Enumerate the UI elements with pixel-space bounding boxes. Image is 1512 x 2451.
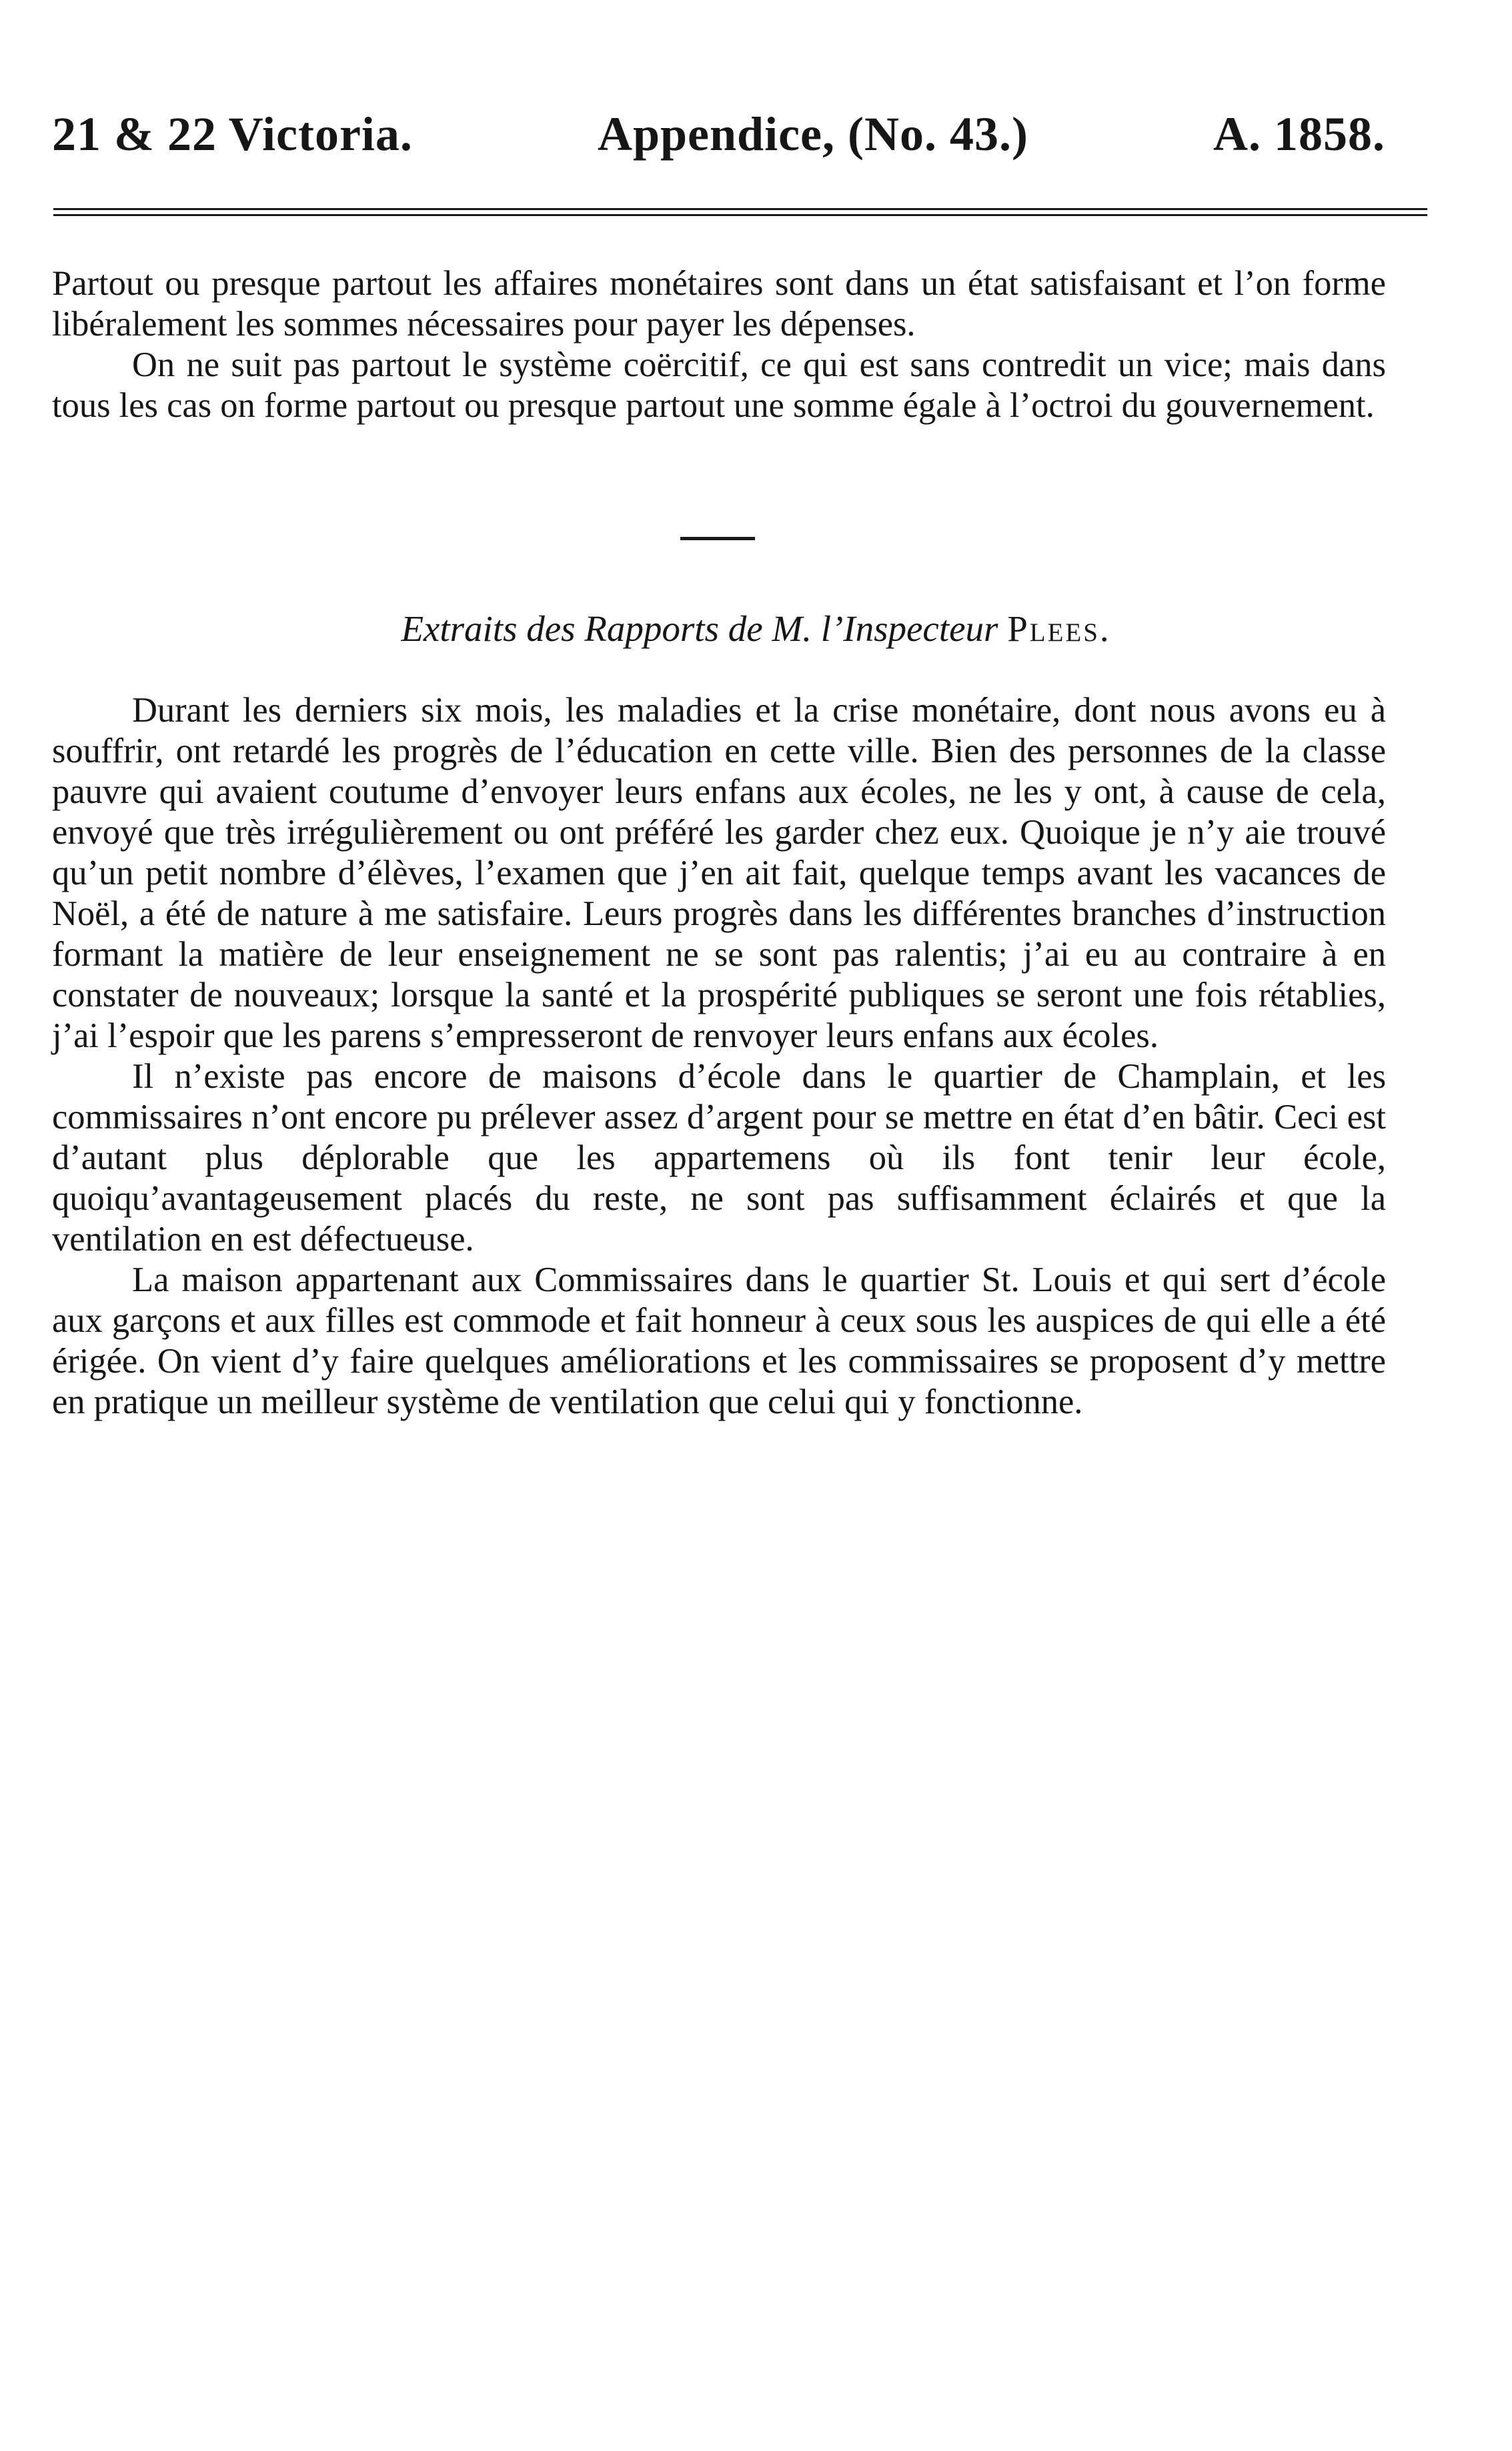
- running-header: [52, 107, 1385, 180]
- report-text-block: [52, 690, 1386, 1423]
- header-double-rule: [53, 208, 1427, 216]
- report-paragraph-3: La maison appartenant aux Commissaires dans le quartier St. Louis et qui sert d’école aux garçons et aux filles est commode et fait honneur à ceux sous les auspices de qui elle a été érigée. On vient d’y faire quelques améliorations et les commissaires se proposent d’y mettre en pratique un meilleur système de ventilation que celui qui y fonctionne.: [52, 1261, 1386, 1421]
- section-heading: [0, 606, 1512, 652]
- intro-paragraph-1: Partout ou presque partout les affaires monétaires sont dans un état satisfaisant et l’on forme libéralement les sommes nécessaires pour payer les dépenses.: [52, 264, 1386, 343]
- header-year: A. 1858.: [1213, 107, 1385, 161]
- section-heading-inspector-name: Plees.: [1007, 608, 1111, 649]
- header-appendix-number: Appendice, (No. 43.): [597, 107, 1028, 161]
- section-separator-rule: [680, 537, 755, 540]
- header-session: 21 & 22 Victoria.: [52, 107, 413, 161]
- report-paragraph-1: Durant les derniers six mois, les maladies et la crise monétaire, dont nous avons eu à souffrir, ont retardé les progrès de l’éducation en cette ville. Bien des personnes de la classe pauvre qui avaient coutume d’envoyer leurs enfans aux écoles, ne les y ont, à cause de cela, envoyé que très irrégulièrement ou ont préféré les garder chez eux. Quoique je n’y aie trouvé qu’un petit nombre d’élèves, l’examen que j’en ait fait, quelque temps avant les vacances de Noël, a été de nature à me satisfaire. Leurs progrès dans les différentes branches d’instruction formant la matière de leur enseignement ne se sont pas ralentis; j’ai eu au contraire à en constater de nouveaux; lorsque la santé et la prospérité publiques se seront une fois rétablies, j’ai l’espoir que les parens s’empresseront de renvoyer leurs enfans aux écoles.: [52, 691, 1386, 1055]
- intro-text-block: [52, 263, 1386, 426]
- intro-paragraph-2: On ne suit pas partout le système coërcitif, ce qui est sans contredit un vice; mais dans tous les cas on forme partout ou presque partout une somme égale à l’octroi du gouvernement.: [52, 345, 1386, 425]
- section-heading-title: Extraits des Rapports de M. l’Inspecteur: [401, 608, 998, 649]
- report-paragraph-2: Il n’existe pas encore de maisons d’école dans le quartier de Champlain, et les commissaires n’ont encore pu prélever assez d’argent pour se mettre en état d’en bâtir. Ceci est d’autant plus déplorable que les appartemens où ils font tenir leur école, quoiqu’avantageusement placés du reste, ne sont pas suffisamment éclairés et que la ventilation en est défectueuse.: [52, 1057, 1386, 1259]
